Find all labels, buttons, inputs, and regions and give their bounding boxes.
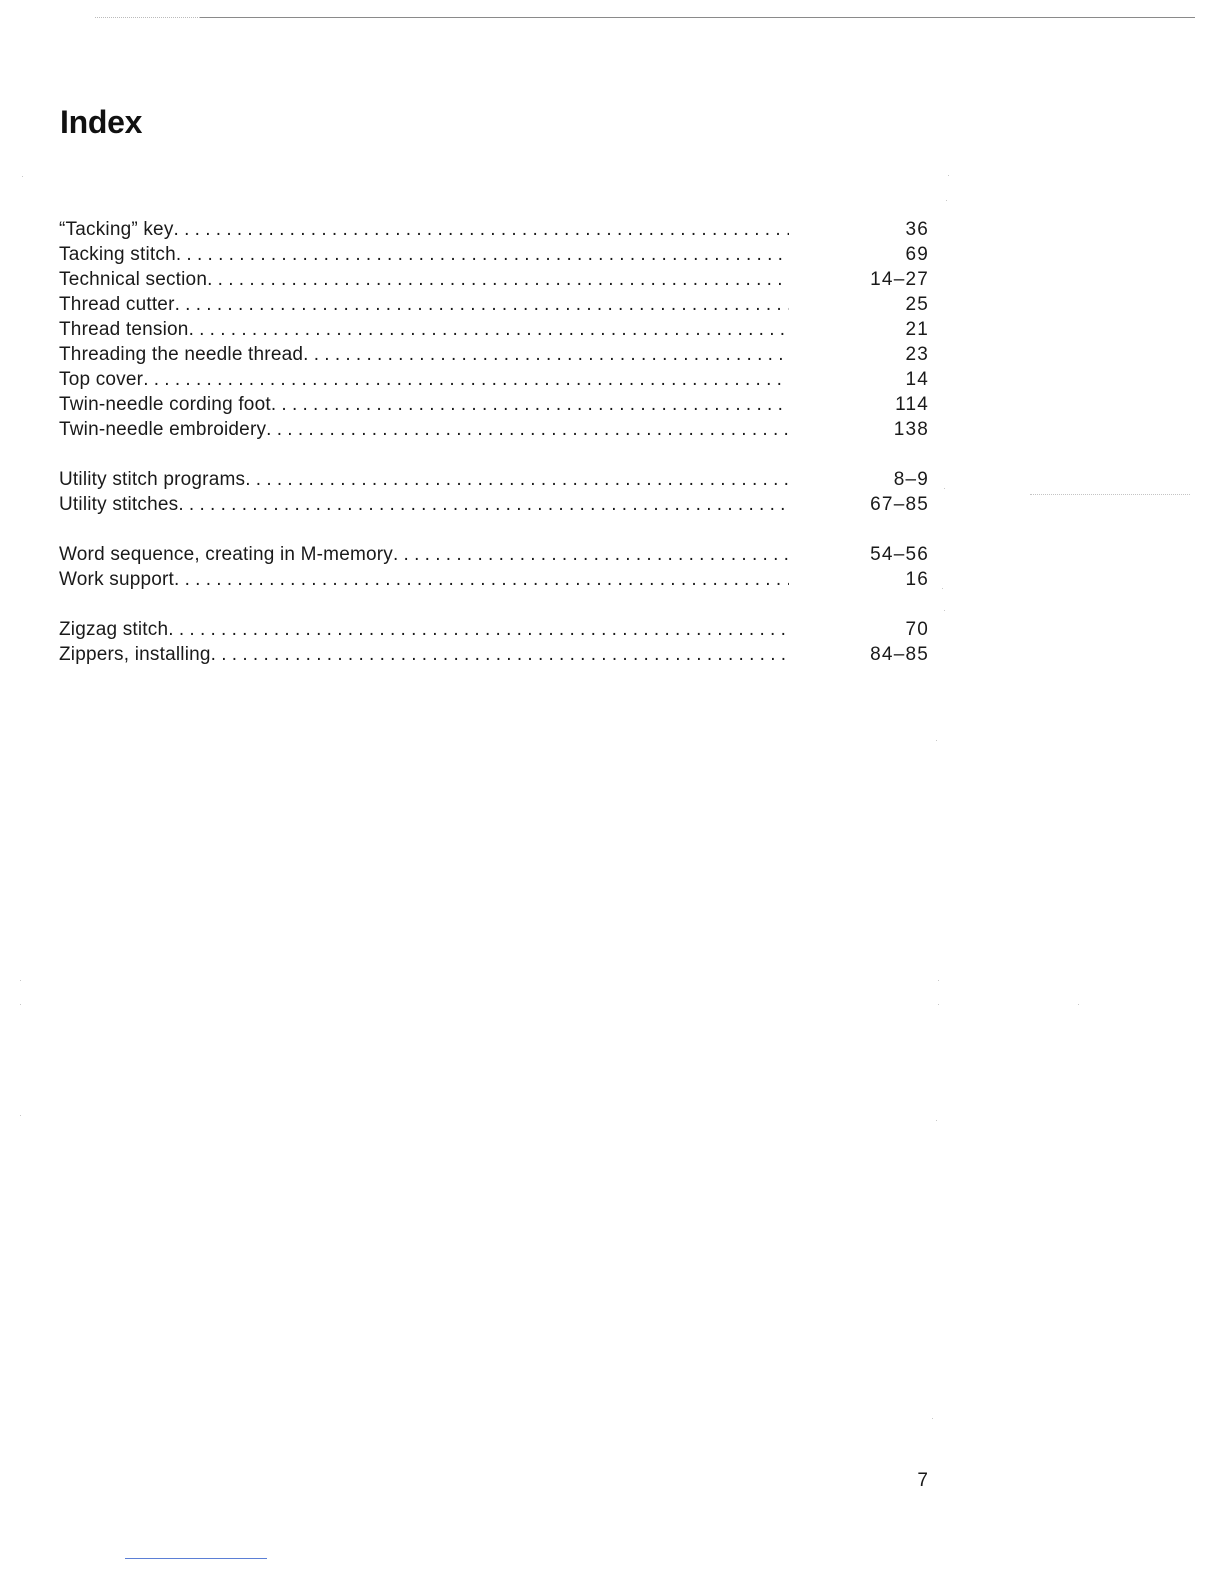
dot-leader xyxy=(168,617,789,642)
index-entry-pages: 36 xyxy=(905,219,929,240)
scan-speck xyxy=(946,200,947,201)
index-entry xyxy=(59,392,929,417)
index-entry-pages: 114 xyxy=(895,394,929,415)
index-group-z xyxy=(59,617,929,667)
index-entry-pages: 84–85 xyxy=(870,644,929,665)
scan-speck xyxy=(942,588,943,589)
scan-artifact-dots xyxy=(1030,494,1190,496)
index-group-w xyxy=(59,542,929,592)
top-rule-dotted xyxy=(95,17,200,19)
index-list xyxy=(59,217,929,692)
dot-leader xyxy=(178,492,789,517)
index-entry-term: “Tacking” key xyxy=(59,219,174,240)
index-entry xyxy=(59,417,929,442)
index-entry-term: Utility stitch programs xyxy=(59,469,246,490)
index-entry-term: Top cover xyxy=(59,369,144,390)
page-title: Index xyxy=(60,104,143,140)
index-entry-term: Zippers, installing xyxy=(59,644,211,665)
index-entry-term: Work support xyxy=(59,569,175,590)
index-entry-term: Word sequence, creating in M-memory xyxy=(59,544,393,565)
scan-speck xyxy=(936,1120,937,1121)
scan-speck xyxy=(20,980,21,981)
index-entry-pages: 14–27 xyxy=(870,269,929,290)
index-entry-term: Twin-needle embroidery xyxy=(59,419,267,440)
scan-speck xyxy=(20,1004,21,1005)
scan-speck xyxy=(944,488,945,489)
index-entry xyxy=(59,217,929,242)
index-entry-pages: 14 xyxy=(905,369,929,390)
index-entry xyxy=(59,242,929,267)
index-entry xyxy=(59,292,929,317)
index-entry xyxy=(59,367,929,392)
dot-leader xyxy=(271,392,789,417)
dot-leader xyxy=(189,317,789,342)
index-entry xyxy=(59,317,929,342)
index-entry-pages: 23 xyxy=(905,344,929,365)
index-entry-pages: 21 xyxy=(905,319,929,340)
index-entry-pages: 138 xyxy=(893,419,929,440)
index-entry xyxy=(59,492,929,517)
scan-speck xyxy=(938,980,939,981)
scan-speck xyxy=(938,1004,939,1005)
scan-speck xyxy=(1078,1004,1079,1005)
index-entry-pages: 54–56 xyxy=(870,544,929,565)
scan-speck xyxy=(20,1115,21,1116)
index-entry xyxy=(59,467,929,492)
dot-leader xyxy=(245,467,789,492)
index-entry-pages: 16 xyxy=(905,569,929,590)
dot-leader xyxy=(266,417,789,442)
index-entry xyxy=(59,617,929,642)
bottom-rule xyxy=(125,1558,267,1559)
index-entry-term: Utility stitches xyxy=(59,494,179,515)
dot-leader xyxy=(174,217,789,242)
index-group-u xyxy=(59,467,929,517)
index-entry xyxy=(59,542,929,567)
index-group-t xyxy=(59,217,929,442)
index-entry-pages: 67–85 xyxy=(870,494,929,515)
dot-leader xyxy=(303,342,789,367)
index-entry-pages: 69 xyxy=(905,244,929,265)
index-entry xyxy=(59,342,929,367)
dot-leader xyxy=(143,367,789,392)
index-entry-term: Twin-needle cording foot xyxy=(59,394,271,415)
index-entry-term: Technical section xyxy=(59,269,208,290)
index-entry-pages: 8–9 xyxy=(893,469,929,490)
index-entry-term: Thread tension xyxy=(59,319,189,340)
scan-speck xyxy=(936,740,937,741)
dot-leader xyxy=(175,292,789,317)
dot-leader xyxy=(393,542,789,567)
scan-speck xyxy=(22,176,23,177)
scan-speck xyxy=(948,175,949,176)
index-entry-pages: 25 xyxy=(905,294,929,315)
index-entry xyxy=(59,642,929,667)
top-rule xyxy=(200,17,1195,18)
dot-leader xyxy=(176,242,789,267)
index-entry xyxy=(59,567,929,592)
dot-leader xyxy=(207,267,789,292)
index-entry-term: Thread cutter xyxy=(59,294,175,315)
dot-leader xyxy=(211,642,789,667)
index-entry-term: Tacking stitch xyxy=(59,244,176,265)
index-entry-term: Threading the needle thread xyxy=(59,344,304,365)
page-number: 7 xyxy=(917,1470,928,1491)
index-entry-pages: 70 xyxy=(905,619,929,640)
scan-speck xyxy=(932,1418,933,1419)
scan-speck xyxy=(944,610,945,611)
index-entry-term: Zigzag stitch xyxy=(59,619,169,640)
index-entry xyxy=(59,267,929,292)
dot-leader xyxy=(174,567,789,592)
